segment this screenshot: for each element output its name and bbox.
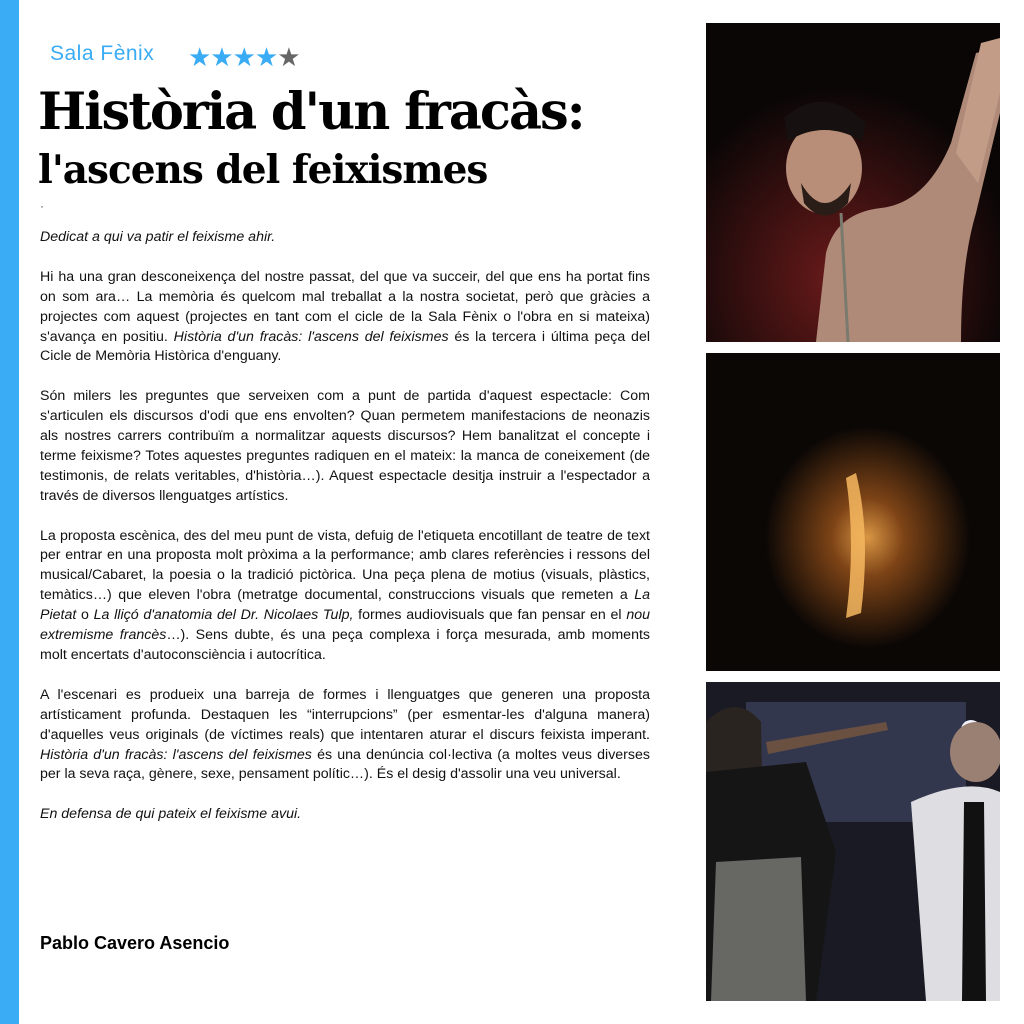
p1-text-a: Hi ha una gran desconeixença del nostre passat, del que va succeir, del que ens ha portat fins on som ara… La memòria és quelcom mal treballat a la nostra societat, però que gràcies a projectes com aquest (projectes en tant com el cicle de la Sala Fènix o l'obra en si mateixa) s'avança en positiu. <box>40 268 650 345</box>
p3-text-g: …). Sens dubte, és una peça complexa i força mesurada, amb moments molt encertats d'autoconsciència i autocrítica. <box>40 627 651 663</box>
star-rating <box>188 42 300 72</box>
title-line-1: Història d'un fracàs: <box>38 82 584 142</box>
accent-bar <box>0 0 19 1024</box>
photo-actor-reaching-image <box>706 23 1000 342</box>
p4-title-italic: Història d'un fracàs: l'ascens del feixismes <box>40 746 312 763</box>
venue-name: Sala Fènix <box>50 42 155 65</box>
dedication: Dedicat a qui va patir el feixisme ahir. <box>40 229 276 245</box>
photo-actor-reaching <box>706 23 1000 342</box>
paragraph-4 <box>40 686 650 786</box>
p3-text-c: o <box>76 607 94 624</box>
p4-text-c: és una denúncia col·lectiva (a moltes veus diverses per la seva raça, gènere, sexe, pensament polític…). És el desig d'assolir una veu universal. <box>40 746 650 783</box>
paragraph-3 <box>40 527 650 666</box>
star-empty-icon: ★ <box>277 42 300 72</box>
p3-anatomy-italic: La lliçó d'anatomia del Dr. Nicolaes Tulp, <box>93 607 354 624</box>
p4-text-a: A l'escenari es produeix una barreja de formes i llenguatges que generen una proposta artísticament profunda. Destaquen les “interrupcions” (per esmentar-les d'alguna manera) d'aquelles veus originals (de víctimes reals) que intentaren aturar el discurs feixista imperant. <box>40 686 650 743</box>
author-name: Pablo Cavero Asencio <box>40 933 230 953</box>
p3-text-a: La proposta escènica, des del meu punt de vista, defuig de l'etiqueta encotillant de teatre de text per entrar en una proposta molt pròxima a la performance; amb clares referències i ressons del musical/Cabaret, la poesia o la tradició pictòrica. Una peça plena de motius (visuals, plàstics, temàtics…) que eleven l'obra (metratge documental, construccions visuals que remeten a <box>40 527 650 604</box>
photo-two-performers <box>706 682 1000 1001</box>
paragraph-2: Són milers les preguntes que serveixen com a punt de partida d'aquest espectacle: Com s'articulen els discursos d'odi que ens envolten? Quan permetem manifestacions de neonazis als nostres carrers contribuïm a normalitzar aquests discursos? Hem banalitzat el concepte i terme feixisme? Totes aquestes preguntes radiquen en el mateix: la manca de coneixement (de testimonis, de relats veritables, d'història…). Aquest espectacle desitja instruir a l'espectador a través de diversos llenguatges artístics. <box>40 388 650 504</box>
star-filled-icon: ★★★★ <box>188 42 278 72</box>
closing-line: En defensa de qui pateix el feixisme avui. <box>40 806 302 823</box>
paragraph-1 <box>40 268 650 368</box>
p1-text-c: és la tercera i última peça del Cicle de Memòria Històrica d'enguany. <box>40 328 650 365</box>
p3-text-e: formes audiovisuals que fan pensar en el <box>353 607 627 624</box>
photo-stage-light <box>706 353 1000 671</box>
photo-stage-light-image <box>706 353 1000 671</box>
p1-title-italic: Història d'un fracàs: l'ascens del feixismes <box>173 328 449 345</box>
p3-extremism-italic: nou extremisme francès <box>40 607 650 644</box>
p3-pieta-italic: La Pietat <box>40 587 650 624</box>
page-title <box>38 80 708 196</box>
review-article <box>40 228 650 845</box>
photo-two-performers-image <box>706 682 1000 1001</box>
title-line-2: l'ascens del feixismes <box>38 147 488 193</box>
separator-dot: · <box>40 199 44 213</box>
